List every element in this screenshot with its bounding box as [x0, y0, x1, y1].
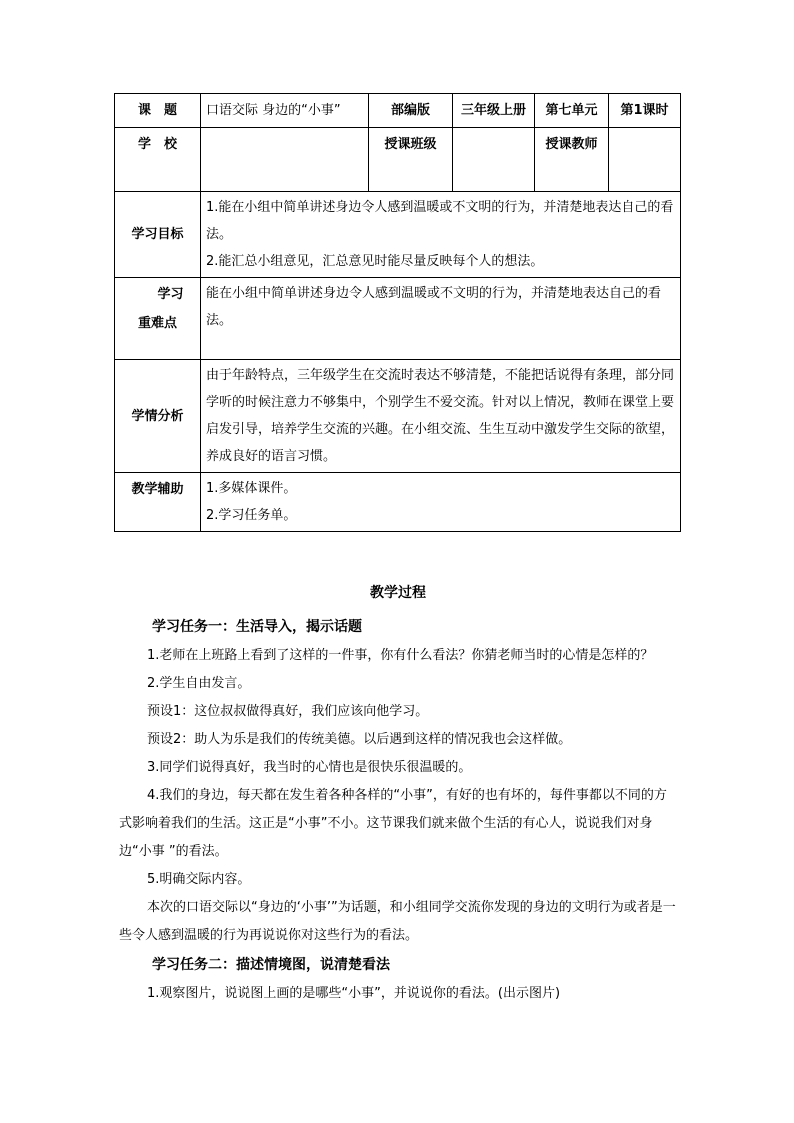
- topic-label: 课 题: [115, 94, 201, 128]
- aid-item: 1.多媒体课件。: [206, 481, 297, 496]
- task-1-title: 学习任务一：生活导入，揭示话题: [152, 619, 362, 635]
- paragraph: 预设2：助人为乐是我们的传统美德。以后遇到这样的情况我也会这样做。: [147, 732, 572, 747]
- table-row: [115, 473, 681, 532]
- process-title: 教学过程: [370, 585, 426, 601]
- unit-cell: 第七单元: [535, 94, 609, 128]
- paragraph: 2.学生自由发言。: [147, 676, 251, 691]
- paragraph: 本次的口语交际以“身边的‘小事’”为话题，和小组同学交流你发现的身边的文明行为或者是一些令人感到温暖的行为再说说你对这些行为的看法。: [119, 900, 676, 943]
- teacher-value: [609, 128, 681, 192]
- school-label: 学 校: [115, 128, 201, 192]
- table-row: [115, 360, 681, 473]
- school-value: [201, 128, 369, 192]
- paragraph: 1.观察图片，说说图上画的是哪些“小事”，并说说你的看法。(出示图片): [147, 986, 561, 1001]
- paragraph: 5.明确交际内容。: [147, 872, 251, 887]
- paragraph: 4.我们的身边，每天都在发生着各种各样的“小事”，有好的也有坏的，每件事都以不同的方式影响着我们的生活。这正是“小事”不小。这节课我们就来做个生活的有心人，说说我们对身边“小事 ”的看法。: [119, 788, 667, 859]
- aids-cell: [201, 473, 681, 532]
- class-value: [453, 128, 535, 192]
- goal-item: 1.能在小组中简单讲述身边令人感到温暖或不文明的行为，并清楚地表达自己的看法。: [206, 200, 674, 242]
- table-row: [115, 94, 681, 128]
- lesson-info-table: [114, 93, 681, 532]
- key-label-line-1: 学习: [157, 287, 184, 302]
- paragraph: 1.老师在上班路上看到了这样的一件事，你有什么看法？你猜老师当时的心情是怎样的？: [147, 648, 654, 663]
- topic-value: 口语交际 身边的“小事”: [201, 94, 369, 128]
- edition-cell: 部编版: [369, 94, 453, 128]
- key-points-text: 能在小组中简单讲述身边令人感到温暖或不文明的行为，并清楚地表达自己的看法。: [201, 278, 681, 360]
- analysis-text: 由于年龄特点，三年级学生在交流时表达不够清楚，不能把话说得有条理，部分同学听的时候注意力不够集中，个别学生不爱交流。针对以上情况，教师在课堂上要启发引导，培养学生交流的兴趣。在小组交流、生生互动中激发学生交际的欲望，养成良好的语言习惯。: [201, 360, 681, 473]
- paragraph: 预设1：这位叔叔做得真好，我们应该向他学习。: [147, 704, 429, 719]
- aid-item: 2.学习任务单。: [206, 508, 297, 523]
- task-2-title: 学习任务二：描述情境图，说清楚看法: [152, 957, 390, 973]
- paragraph: 3.同学们说得真好，我当时的心情也是很快乐很温暖的。: [147, 760, 472, 775]
- grade-cell: 三年级上册: [453, 94, 535, 128]
- teacher-label: 授课教师: [535, 128, 609, 192]
- key-label-line-2: 重难点: [137, 316, 177, 331]
- goals-label: 学习目标: [115, 192, 201, 278]
- analysis-label: 学情分析: [115, 360, 201, 473]
- goals-cell: [201, 192, 681, 278]
- aids-label: 教学辅助: [115, 473, 201, 532]
- table-row: [115, 278, 681, 360]
- goal-item: 2.能汇总小组意见，汇总意见时能尽量反映每个人的想法。: [206, 254, 544, 269]
- class-label: 授课班级: [369, 128, 453, 192]
- table-row: [115, 192, 681, 278]
- key-points-label: [115, 278, 201, 360]
- table-row: [115, 128, 681, 192]
- lesson-cell: 第1课时: [609, 94, 681, 128]
- teaching-process: [119, 582, 677, 1008]
